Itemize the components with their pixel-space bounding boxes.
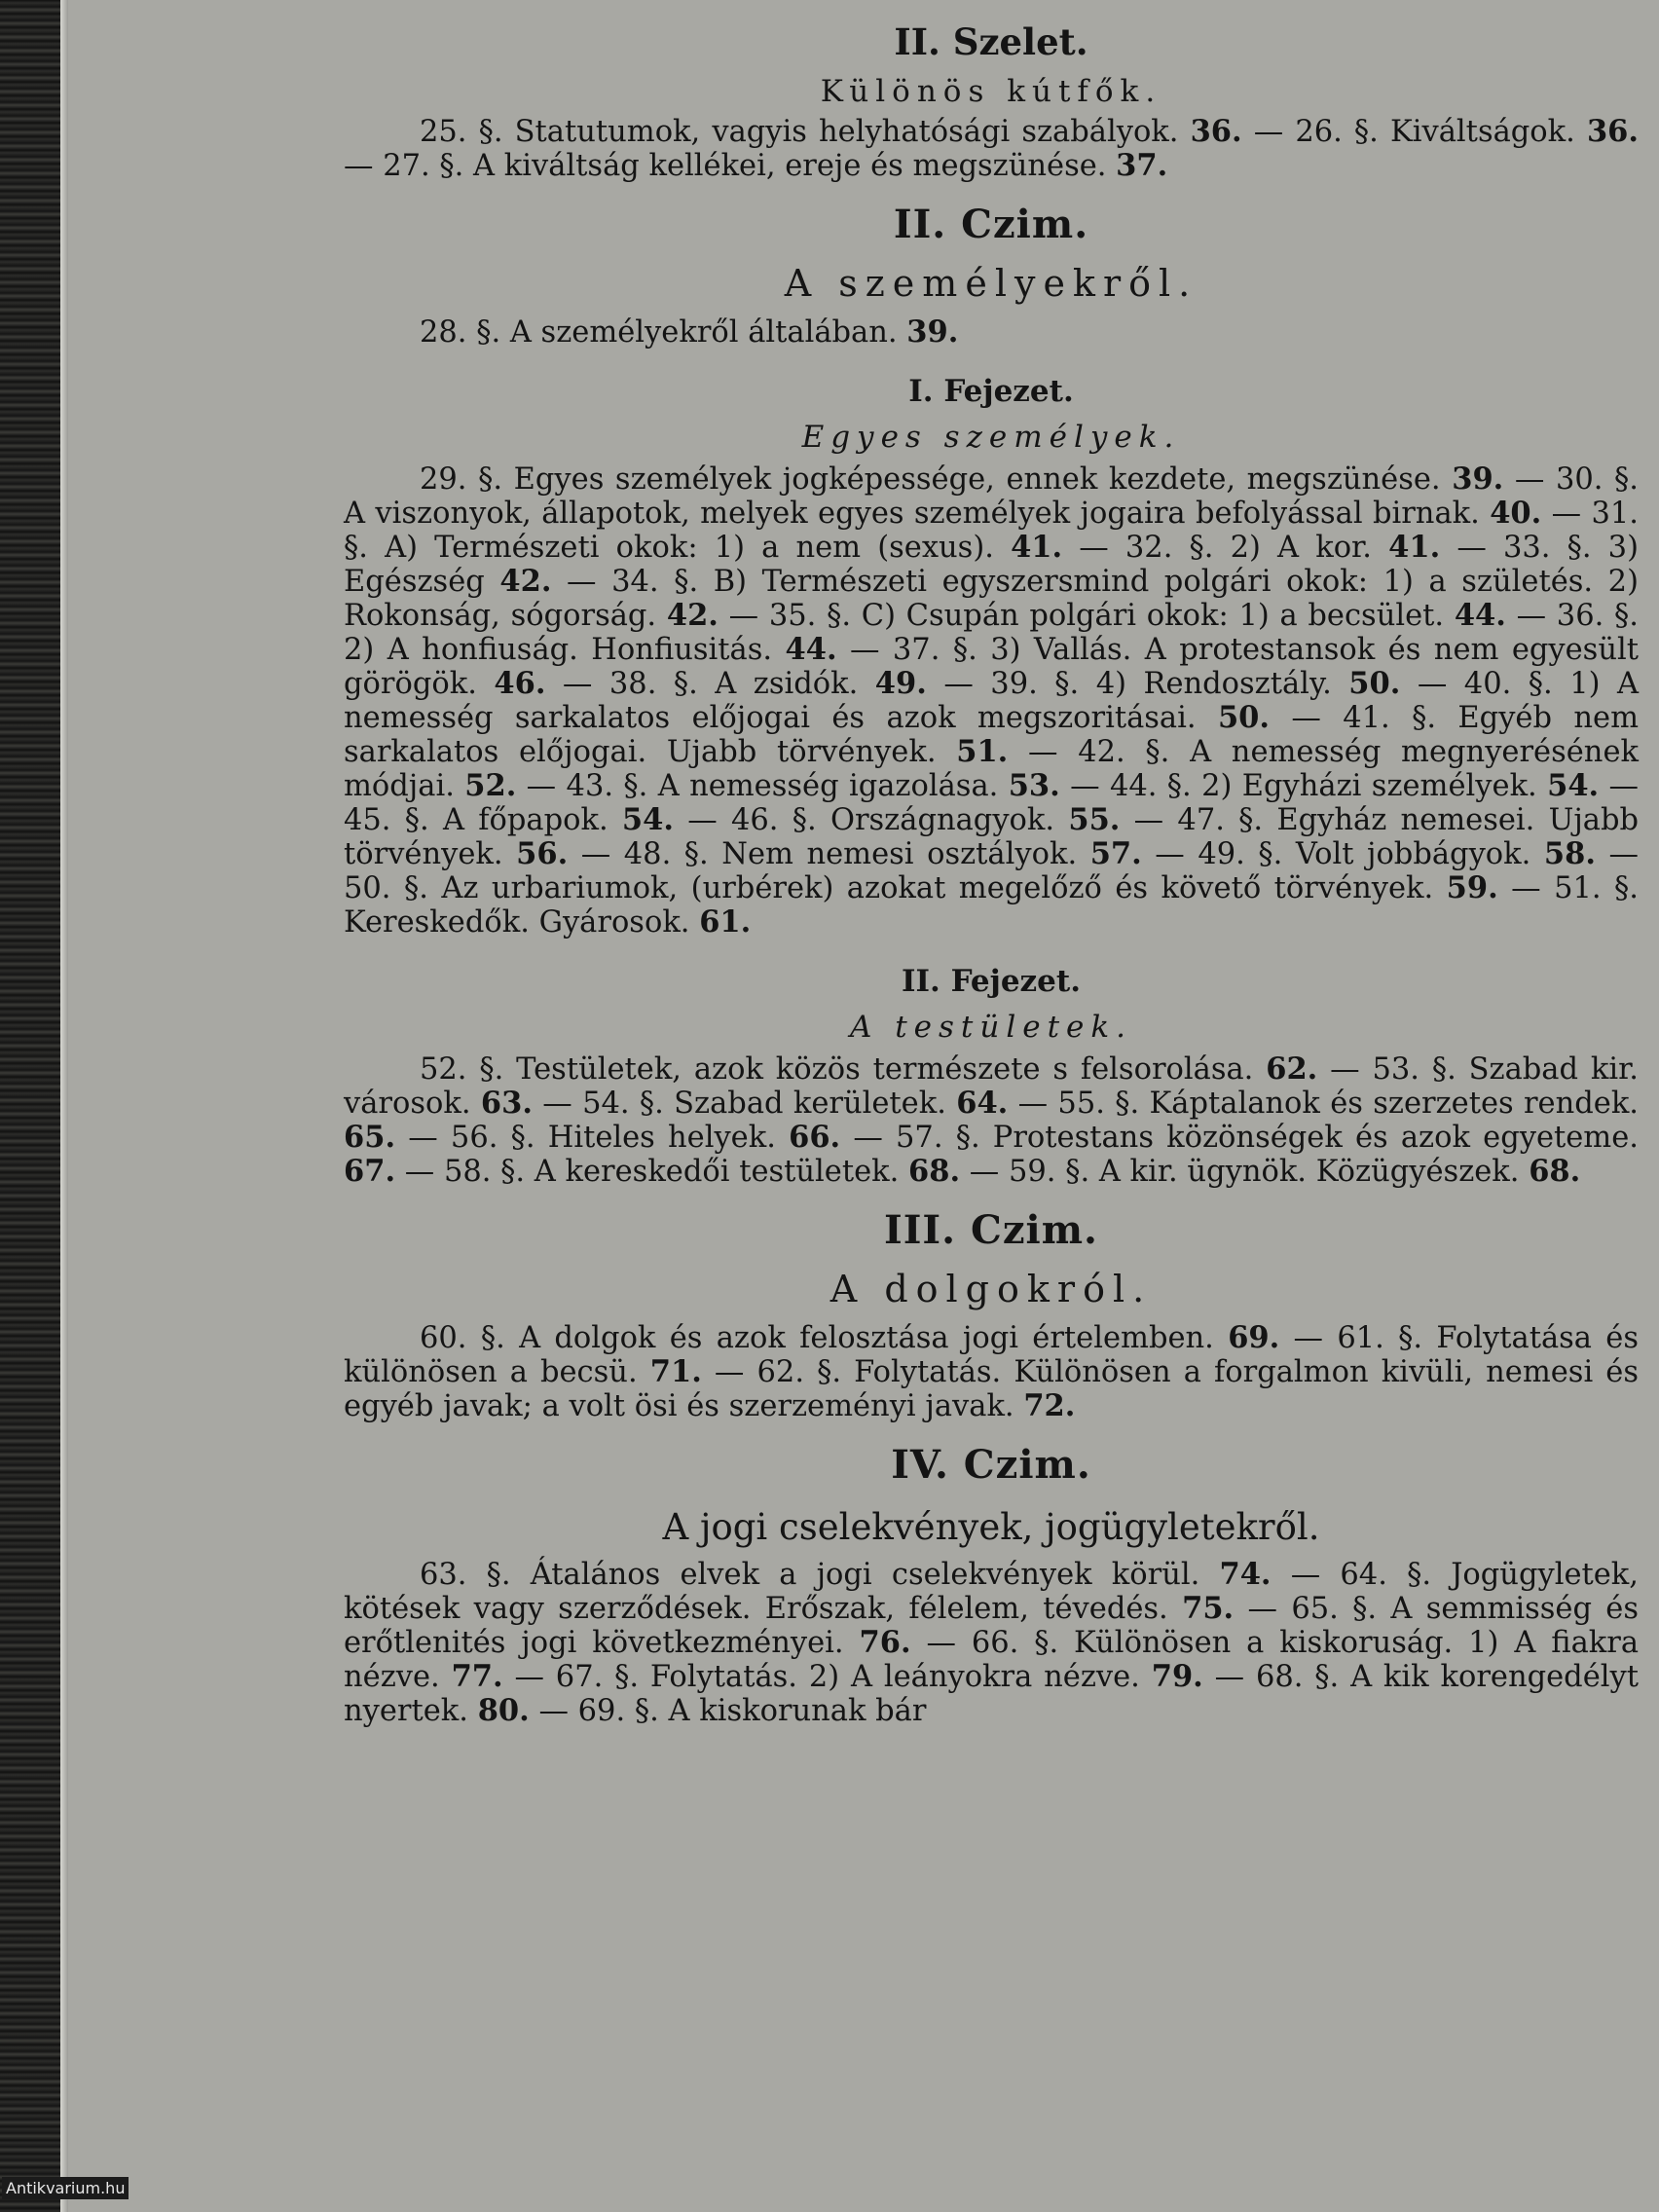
entry-text: 25. §. Statutumok, vagyis helyhatósági szabályok. <box>420 115 1191 149</box>
entry-text: — 62. §. Folytatás. Különösen a forgalmon kivüli, nemesi és egyéb javak; a volt ösi és szerzeményi javak. <box>344 1355 1640 1423</box>
entry-text: — 59. §. A kir. ügynök. Közügyészek. <box>960 1155 1530 1189</box>
page-number: 42. <box>666 598 719 633</box>
title-heading: II. Czim. <box>893 202 1089 247</box>
page-number: 49. <box>874 666 927 701</box>
page-number: 54. <box>1547 768 1600 803</box>
paragraph <box>344 462 1639 940</box>
chapter-heading: II. Fejezet. <box>901 964 1081 999</box>
entry-text: — 67. §. Folytatás. 2) A leányokra nézve. <box>502 1660 1152 1694</box>
book-page <box>68 0 1659 2212</box>
page-number: 59. <box>1446 870 1498 905</box>
page-number: 44. <box>785 632 837 667</box>
section-heading: II. Szelet. <box>894 20 1088 63</box>
page-number: 54. <box>621 802 674 837</box>
page-number: 40. <box>1490 496 1542 531</box>
entry-text: — 34. §. B) Természeti egyszersmind polgári okok: 1) a születés. 2) Rokonság, sógorság. <box>344 565 1639 633</box>
entry-text: — 43. §. A nemesség igazolása. <box>516 769 1009 803</box>
page-number: 44. <box>1454 598 1506 633</box>
entry-text: — 33. §. 3) Egészség <box>344 531 1639 599</box>
page-number: 37. <box>1116 148 1168 183</box>
entry-text: — 42. §. A nemesség megnyerésének módjai. <box>344 735 1639 803</box>
page-number: 64. <box>956 1086 1009 1121</box>
page-number: 80. <box>477 1693 530 1728</box>
watermark: Antikvarium.hu <box>2 2177 129 2199</box>
page-number: 63. <box>480 1086 533 1121</box>
entry-text: — 47. §. Egyház nemesei. Ujabb törvények. <box>344 803 1640 871</box>
paragraph <box>344 1558 1639 1728</box>
page-number: 57. <box>1089 836 1142 871</box>
entry-text: — 61. §. Folytatása és különösen a becsü. <box>344 1321 1640 1389</box>
entry-text: — 69. §. A kiskorunak bár <box>529 1694 927 1728</box>
entry-text: — 31. §. A) Természeti okok: 1) a nem (sexus). <box>344 497 1639 565</box>
page-number: 36. <box>1190 114 1242 149</box>
page-content <box>344 19 1639 1728</box>
page-number: 56. <box>516 836 569 871</box>
title-subheading: A jogi cselekvények, jogügyletekről. <box>662 1506 1320 1548</box>
page-number: 79. <box>1151 1659 1203 1694</box>
page-number: 67. <box>344 1154 396 1189</box>
page-number: 74. <box>1219 1557 1272 1592</box>
page-number: 41. <box>1011 530 1063 565</box>
page-number: 75. <box>1182 1591 1235 1626</box>
entry-text: — 48. §. Nem nemesi osztályok. <box>568 837 1090 871</box>
page-number: 55. <box>1068 802 1121 837</box>
paragraph <box>344 1321 1639 1423</box>
entry-text: — 40. §. 1) A nemesség sarkalatos előjogai és azok megszoritásai. <box>344 667 1640 735</box>
entry-text: — 36. §. 2) A honfiuság. Honfiusitás. <box>344 599 1639 667</box>
page-number: 39. <box>1452 461 1504 497</box>
entry-text: — 38. §. A zsidók. <box>545 667 875 701</box>
page-number: 68. <box>908 1154 961 1189</box>
page-number: 39. <box>906 314 959 350</box>
entry-text: — 49. §. Volt jobbágyok. <box>1141 837 1544 871</box>
page-number: 68. <box>1529 1154 1581 1189</box>
entry-text: — 51. §. Kereskedők. Gyárosok. <box>344 871 1639 940</box>
page-number: 51. <box>956 734 1009 769</box>
page-number: 69. <box>1228 1320 1280 1355</box>
page-number: 61. <box>699 904 752 940</box>
page-number: 36. <box>1586 114 1639 149</box>
entry-text: — 44. §. 2) Egyházi személyek. <box>1059 769 1548 803</box>
chapter-subheading: Egyes személyek. <box>801 420 1181 455</box>
entry-text: — 55. §. Káptalanok és szerzetes rendek. <box>1008 1087 1639 1121</box>
entry-text: — 56. §. Hiteles helyek. <box>395 1121 790 1155</box>
page-number: 66. <box>789 1120 841 1155</box>
entry-text: — 66. §. Különösen a kiskoruság. 1) A fiakra nézve. <box>344 1626 1640 1694</box>
page-number: 41. <box>1388 530 1441 565</box>
title-heading: III. Czim. <box>884 1207 1098 1253</box>
page-number: 42. <box>499 564 552 599</box>
entry-text: 63. §. Átalános elvek a jogi cselekvények körül. <box>420 1558 1220 1592</box>
entry-text: — 64. §. Jogügyletek, kötések vagy szerződések. Erőszak, félelem, tévedés. <box>344 1558 1639 1626</box>
entry-text: — 39. §. 4) Rendosztály. <box>926 667 1349 701</box>
entry-text: — 30. §. A viszonyok, állapotok, melyek egyes személyek jogaira befolyással birnak. <box>344 462 1639 531</box>
section-subheading: Különös kútfők. <box>820 74 1162 109</box>
chapter-subheading: A testületek. <box>849 1010 1133 1045</box>
page-number: 52. <box>464 768 517 803</box>
paragraph <box>344 115 1639 183</box>
entry-text: — 53. §. Szabad kir. városok. <box>344 1052 1639 1121</box>
book-binding <box>0 0 60 2212</box>
page-number: 76. <box>859 1625 911 1660</box>
entry-text: — 26. §. Kiváltságok. <box>1241 115 1587 149</box>
chapter-heading: I. Fejezet. <box>908 374 1074 409</box>
title-subheading: A dolgokról. <box>830 1268 1153 1310</box>
entry-text: 52. §. Testületek, azok közös természete s felsorolása. <box>420 1052 1267 1087</box>
title-heading: IV. Czim. <box>891 1442 1091 1488</box>
entry-text: — 45. §. A főpapok. <box>344 769 1640 837</box>
entry-text: — 32. §. 2) A kor. <box>1062 531 1389 565</box>
page-number: 50. <box>1348 666 1401 701</box>
page-number: 65. <box>344 1120 396 1155</box>
title-subheading: A személyekről. <box>784 262 1198 305</box>
page-number: 62. <box>1266 1051 1318 1087</box>
page-edge <box>60 0 68 2212</box>
entry-text: — 46. §. Országnagyok. <box>673 803 1069 837</box>
entry-text: 29. §. Egyes személyek jogképessége, ennek kezdete, megszünése. <box>420 462 1453 497</box>
paragraph <box>344 1052 1639 1189</box>
page-number: 77. <box>451 1659 503 1694</box>
entry-text: 28. §. A személyekről általában. <box>420 315 907 350</box>
entry-text: — 68. §. A kik korengedélyt nyertek. <box>344 1660 1639 1728</box>
entry-text: — 37. §. 3) Vallás. A protestansok és nem egyesült görögök. <box>344 633 1639 701</box>
page-number: 58. <box>1543 836 1596 871</box>
entry-text: — 58. §. A kereskedői testületek. <box>395 1155 909 1189</box>
page-number: 46. <box>494 666 546 701</box>
entry-text: — 54. §. Szabad kerületek. <box>532 1087 957 1121</box>
page-number: 50. <box>1217 700 1270 735</box>
page-number: 53. <box>1008 768 1060 803</box>
entry-text: — 65. §. A semmisség és erőtlenités jogi következményei. <box>344 1592 1639 1660</box>
entry-text: — 41. §. Egyéb nem sarkalatos előjogai. Ujabb törvények. <box>344 701 1639 769</box>
entry-text: — 35. §. C) Csupán polgári okok: 1) a becsület. <box>718 599 1455 633</box>
entry-text: 60. §. A dolgok és azok felosztása jogi értelemben. <box>420 1321 1229 1355</box>
entry-text: — 50. §. Az urbariumok, (urbérek) azokat megelőző és követő törvények. <box>344 837 1639 905</box>
entry-text: — 57. §. Protestans közönségek és azok egyeteme. <box>840 1121 1639 1155</box>
entry-text: — 27. §. A kiváltság kellékei, ereje és megszünése. <box>344 149 1117 183</box>
page-number: 72. <box>1023 1388 1076 1423</box>
page-number: 71. <box>649 1354 702 1389</box>
paragraph <box>344 315 1639 350</box>
